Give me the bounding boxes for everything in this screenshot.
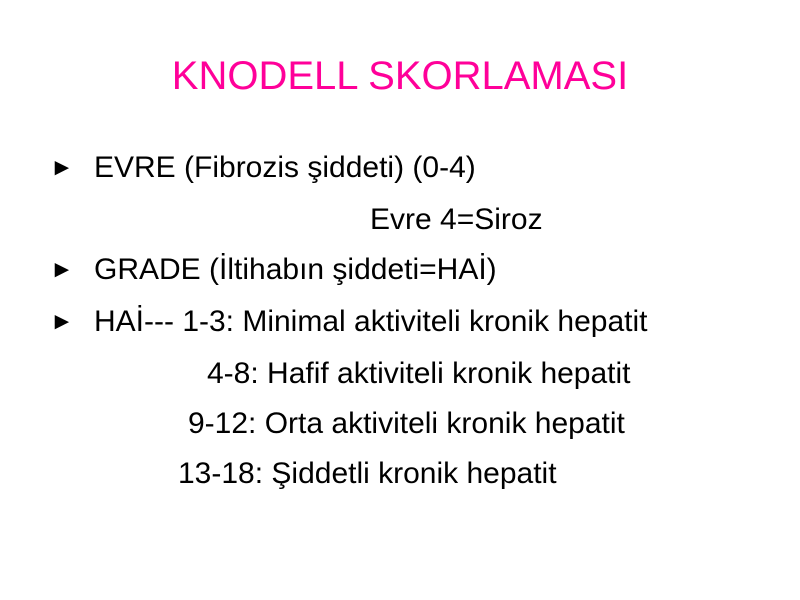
line-text: GRADE (İltihabın şiddeti=HAİ) <box>94 253 497 286</box>
line-text: 13-18: Şiddetli kronik hepatit <box>178 457 557 490</box>
line-hai <box>50 304 648 340</box>
line-hai-13-18 <box>178 456 557 492</box>
bullet-arrow-icon: ► <box>50 308 74 335</box>
line-text: 9-12: Orta aktiviteli kronik hepatit <box>188 407 625 440</box>
bullet-arrow-icon: ► <box>50 256 74 283</box>
line-text: 4-8: Hafif aktiviteli kronik hepatit <box>207 357 631 390</box>
line-grade <box>50 252 497 288</box>
line-evre-4 <box>370 202 543 238</box>
slide-title: KNODELL SKORLAMASI <box>171 54 629 98</box>
line-text: HAİ--- 1-3: Minimal aktiviteli kronik hepatit <box>94 305 648 338</box>
line-hai-9-12 <box>188 406 625 442</box>
line-evre <box>50 150 476 186</box>
line-text: EVRE (Fibrozis şiddeti) (0-4) <box>94 151 476 184</box>
bullet-arrow-icon: ► <box>50 154 74 181</box>
line-text: Evre 4=Siroz <box>370 203 543 236</box>
line-hai-4-8 <box>207 356 631 392</box>
